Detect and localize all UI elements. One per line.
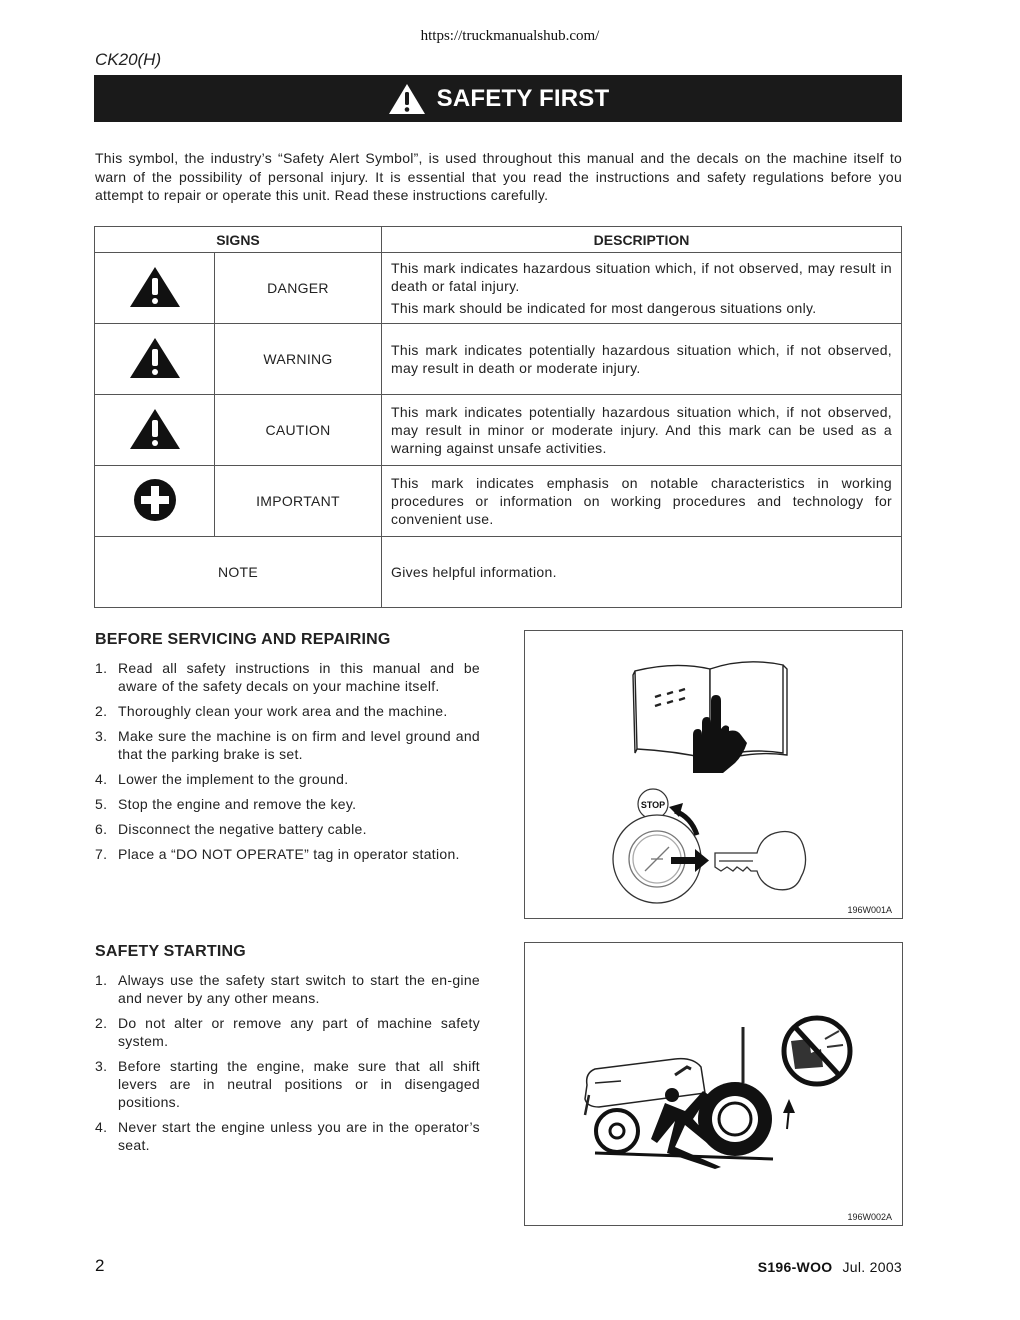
- item-number: 4.: [95, 771, 108, 787]
- section-title-before-servicing: BEFORE SERVICING AND REPAIRING: [95, 631, 391, 648]
- item-number: 2.: [95, 1015, 108, 1031]
- item-text: Lower the implement to the ground.: [118, 771, 349, 787]
- list-item: [95, 770, 480, 788]
- rear-wheel-icon: [698, 1082, 772, 1156]
- item-text: Disconnect the negative battery cable.: [118, 821, 367, 837]
- table-row-danger: [95, 253, 902, 324]
- signs-table: [94, 226, 902, 608]
- sign-label: NOTE: [95, 537, 382, 608]
- title-banner: [94, 75, 902, 122]
- page-number: 2: [95, 1256, 105, 1275]
- figure-code: 196W002A: [847, 1212, 892, 1222]
- figure-manual-and-key: [524, 630, 903, 919]
- manual-key-illustration: [525, 631, 902, 918]
- doc-code: S196-WOO: [757, 1259, 833, 1275]
- item-number: 1.: [95, 660, 108, 676]
- item-text: Thoroughly clean your work area and the machine.: [118, 703, 448, 719]
- warning-triangle-icon: [128, 336, 182, 380]
- item-text: Stop the engine and remove the key.: [118, 796, 357, 812]
- list-item: [95, 971, 480, 1007]
- sign-label: IMPORTANT: [215, 466, 382, 537]
- stop-label: STOP: [640, 800, 666, 810]
- sign-description: [382, 537, 902, 608]
- description-line: This mark should be indicated for most dangerous situations only.: [391, 300, 817, 316]
- list-item: [95, 1057, 480, 1111]
- stop-badge-icon: [638, 789, 668, 819]
- tractor-hazard-illustration: [525, 943, 902, 1225]
- list-item: [95, 1014, 480, 1050]
- safety-starting-list: [95, 971, 480, 1161]
- description-line: This mark indicates hazardous situation which, if not observed, may result in death or fatal injury.: [391, 260, 892, 294]
- model-label: CK20(H): [95, 50, 162, 69]
- item-number: 3.: [95, 728, 108, 744]
- section-title-safety-starting: SAFETY STARTING: [95, 943, 246, 960]
- description-line: Gives helpful information.: [391, 564, 557, 580]
- figure-code: 196W001A: [847, 905, 892, 915]
- description-line: This mark indicates potentially hazardous situation which, if not observed, may result in minor or moderate injury. And this mark can be used as a warning against unsafe activities.: [391, 404, 892, 456]
- item-number: 3.: [95, 1058, 108, 1074]
- item-text: Read all safety instructions in this manual and be aware of the safety decals on your machine itself.: [118, 660, 480, 694]
- list-item: [95, 702, 480, 720]
- sign-description: [382, 324, 902, 395]
- description-line: This mark indicates emphasis on notable characteristics in working procedures or information on working procedures and technology for convenient use.: [391, 475, 892, 527]
- table-row-caution: [95, 395, 902, 466]
- intro-paragraph: This symbol, the industry’s “Safety Alert Symbol”, is used throughout this manual and the decals on the machine itself to warn of the possibility of personal injury. It is essential that you read the instructions and safety regulations before you attempt to repair or operate this unit. Read these instructions carefully.: [95, 150, 902, 203]
- item-number: 6.: [95, 821, 108, 837]
- list-item: [95, 820, 480, 838]
- list-item: [95, 1118, 480, 1154]
- prohibition-sign-icon: [784, 1018, 850, 1084]
- danger-triangle-icon: [128, 265, 182, 309]
- warning-triangle-icon: [387, 82, 427, 116]
- item-text: Before starting the engine, make sure that all shift levers are in neutral positions or in disengaged positions.: [118, 1058, 480, 1110]
- sign-label: DANGER: [215, 253, 382, 324]
- sign-description: [382, 253, 902, 324]
- before-servicing-list: [95, 659, 480, 870]
- item-number: 7.: [95, 846, 108, 862]
- table-row-note: [95, 537, 902, 608]
- sign-label: CAUTION: [215, 395, 382, 466]
- caution-triangle-icon: [128, 407, 182, 451]
- item-text: Place a “DO NOT OPERATE” tag in operator station.: [118, 846, 460, 862]
- item-text: Always use the safety start switch to start the en-gine and never by any other means.: [118, 972, 480, 1006]
- document-code: [758, 1259, 902, 1275]
- table-row-warning: [95, 324, 902, 395]
- description-line: This mark indicates potentially hazardous situation which, if not observed, may result in death or moderate injury.: [391, 342, 892, 376]
- item-number: 1.: [95, 972, 108, 988]
- sign-description: [382, 466, 902, 537]
- up-arrow-icon: [783, 1099, 795, 1129]
- list-item: [95, 795, 480, 813]
- item-text: Never start the engine unless you are in the operator’s seat.: [118, 1119, 480, 1153]
- list-item: [95, 727, 480, 763]
- page-title: SAFETY FIRST: [436, 84, 610, 112]
- sign-description: [382, 395, 902, 466]
- figure-tractor-hazard: [524, 942, 903, 1226]
- header-description: DESCRIPTION: [382, 227, 902, 253]
- source-url: https://truckmanualshub.com/: [420, 28, 600, 44]
- item-number: 2.: [95, 703, 108, 719]
- plus-circle-icon: [133, 478, 177, 522]
- item-number: 4.: [95, 1119, 108, 1135]
- key-icon: [715, 832, 806, 890]
- item-number: 5.: [95, 796, 108, 812]
- list-item: [95, 659, 480, 695]
- item-text: Do not alter or remove any part of machine safety system.: [118, 1015, 480, 1049]
- header-signs: SIGNS: [95, 227, 382, 253]
- list-item: [95, 845, 480, 863]
- sign-label: WARNING: [215, 324, 382, 395]
- item-text: Make sure the machine is on firm and level ground and that the parking brake is set.: [118, 728, 480, 762]
- table-row-important: [95, 466, 902, 537]
- doc-date: Jul. 2003: [842, 1259, 902, 1275]
